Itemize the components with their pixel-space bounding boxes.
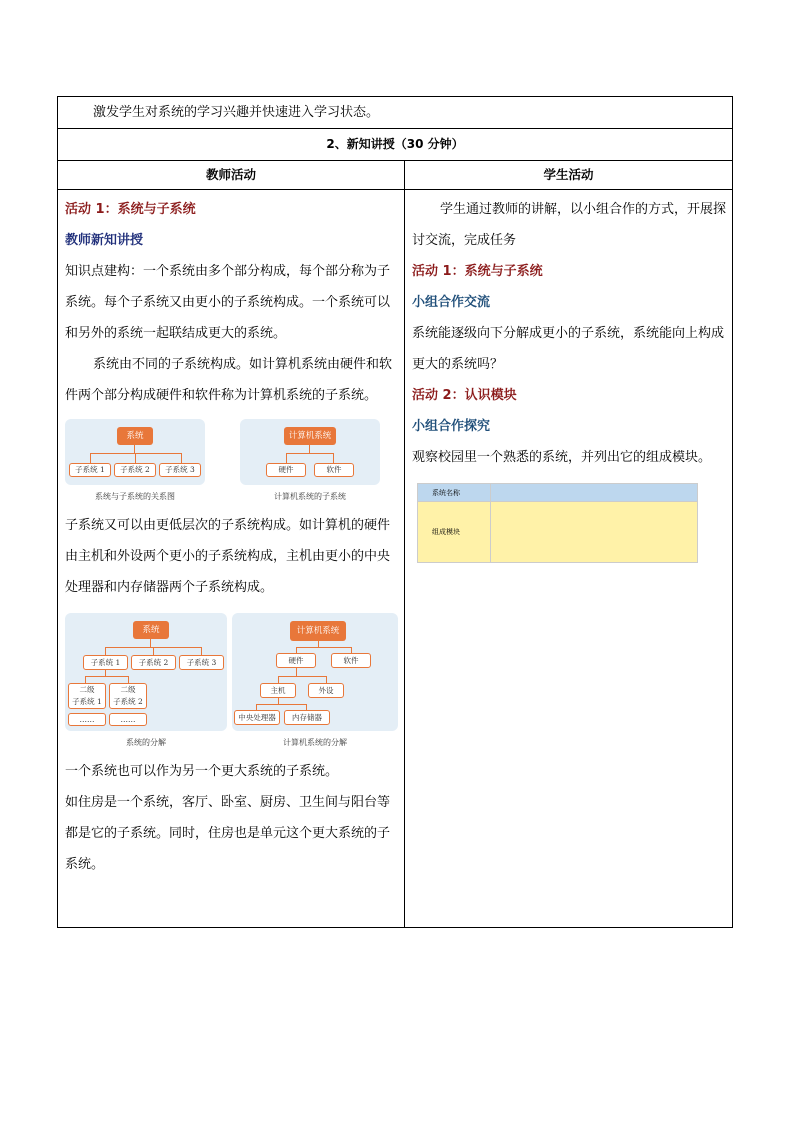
worksheet-label-modules: 组成模块	[418, 502, 491, 563]
lesson-plan-table	[57, 96, 733, 928]
diagram-computer-subsystem	[240, 419, 380, 485]
student-subheading-2: 小组合作探究	[412, 419, 491, 434]
diagram-node-root: 系统	[117, 427, 153, 445]
teacher-column-header: 教师活动	[205, 167, 256, 182]
diagram-node-child: 子系统 3	[159, 463, 201, 477]
student-activity-cell	[405, 190, 732, 569]
figure-caption: 计算机系统的子系统	[274, 492, 346, 501]
student-paragraph-1: 学生通过教师的讲解，以小组合作的方式，开展探讨交流，完成任务	[412, 202, 727, 248]
figure-computer-decomposition	[232, 613, 398, 748]
diagram-node-child: 子系统 1	[69, 463, 111, 477]
student-column-header: 学生活动	[543, 167, 594, 182]
student-subheading-1: 小组合作交流	[412, 295, 491, 310]
figure-row-1	[65, 419, 398, 502]
figure-caption: 系统与子系统的关系图	[95, 492, 175, 501]
intro-text: 激发学生对系统的学习兴趣并快速进入学习状态。	[93, 105, 380, 120]
student-paragraph-2: 系统能逐级向下分解成更小的子系统，系统能向上构成更大的系统吗？	[412, 326, 725, 372]
diagram-node-level2: 主机	[260, 683, 296, 698]
teacher-activity-1-title: 活动 1：系统与子系统	[65, 202, 196, 217]
figure-row-2	[65, 613, 398, 748]
module-worksheet-table	[417, 483, 698, 563]
diagram-node-child: 子系统 2	[131, 655, 176, 670]
diagram-node-ellipsis: ……	[68, 713, 106, 726]
diagram-node-grandchild: 二级 子系统 1	[68, 683, 106, 709]
column-header-row	[58, 161, 733, 190]
teacher-paragraph-4: 一个系统也可以作为另一个更大系统的子系统。	[65, 764, 339, 779]
diagram-node-ellipsis: ……	[109, 713, 147, 726]
student-activity-1-title: 活动 1：系统与子系统	[412, 264, 543, 279]
diagram-node-child: 子系统 1	[83, 655, 128, 670]
diagram-node-child: 子系统 3	[179, 655, 224, 670]
diagram-node-level2: 外设	[308, 683, 344, 698]
diagram-computer-decomposition	[232, 613, 398, 731]
activity-row	[58, 190, 733, 928]
teacher-activity-cell	[58, 190, 404, 886]
student-paragraph-3: 观察校园里一个熟悉的系统，并列出它的组成模块。	[412, 450, 712, 465]
diagram-node-child: 硬件	[276, 653, 316, 668]
diagram-node-child: 硬件	[266, 463, 306, 477]
figure-computer-subsystem	[240, 419, 380, 502]
figure-system-subsystem	[65, 419, 205, 502]
diagram-node-root: 计算机系统	[284, 427, 336, 445]
teacher-paragraph-5: 如住房是一个系统，客厅、卧室、厨房、卫生间与阳台等都是它的子系统。同时，住房也是单元这个更大系统的子系统。	[65, 795, 391, 872]
figure-caption: 计算机系统的分解	[283, 738, 347, 747]
diagram-node-child: 软件	[314, 463, 354, 477]
diagram-node-grandchild: 二级 子系统 2	[109, 683, 147, 709]
module-worksheet	[417, 483, 698, 563]
diagram-node-child: 子系统 2	[114, 463, 156, 477]
diagram-node-level3: 中央处理器	[234, 710, 280, 725]
worksheet-field-system-name[interactable]	[491, 484, 698, 502]
diagram-node-root: 计算机系统	[290, 621, 346, 641]
diagram-node-level3: 内存储器	[284, 710, 330, 725]
worksheet-field-modules[interactable]	[491, 502, 698, 563]
teacher-subheading: 教师新知讲授	[65, 233, 144, 248]
teacher-paragraph-1: 知识点建构：一个系统由多个部分构成，每个部分称为子系统。每个子系统又由更小的子系统构成。一个系统可以和另外的系统一起联结成更大的系统。	[65, 264, 391, 341]
diagram-node-child: 软件	[331, 653, 371, 668]
teacher-paragraph-3: 子系统又可以由更低层次的子系统构成。如计算机的硬件由主机和外设两个更小的子系统构成，主机由更小的中央处理器和内存储器两个子系统构成。	[65, 518, 391, 595]
student-activity-2-title: 活动 2：认识模块	[412, 388, 517, 403]
figure-system-decomposition	[65, 613, 227, 748]
section-row	[58, 129, 733, 161]
section-title: 2、新知讲授（30 分钟）	[326, 137, 464, 151]
figure-caption: 系统的分解	[126, 738, 166, 747]
teacher-paragraph-2: 系统由不同的子系统构成。如计算机系统由硬件和软件两个部分构成硬件和软件称为计算机系统的子系统。	[65, 357, 393, 403]
worksheet-label-system-name: 系统名称	[418, 484, 491, 502]
diagram-system-decomposition	[65, 613, 227, 731]
intro-row	[58, 97, 733, 129]
diagram-system-subsystem	[65, 419, 205, 485]
diagram-node-root: 系统	[133, 621, 169, 639]
